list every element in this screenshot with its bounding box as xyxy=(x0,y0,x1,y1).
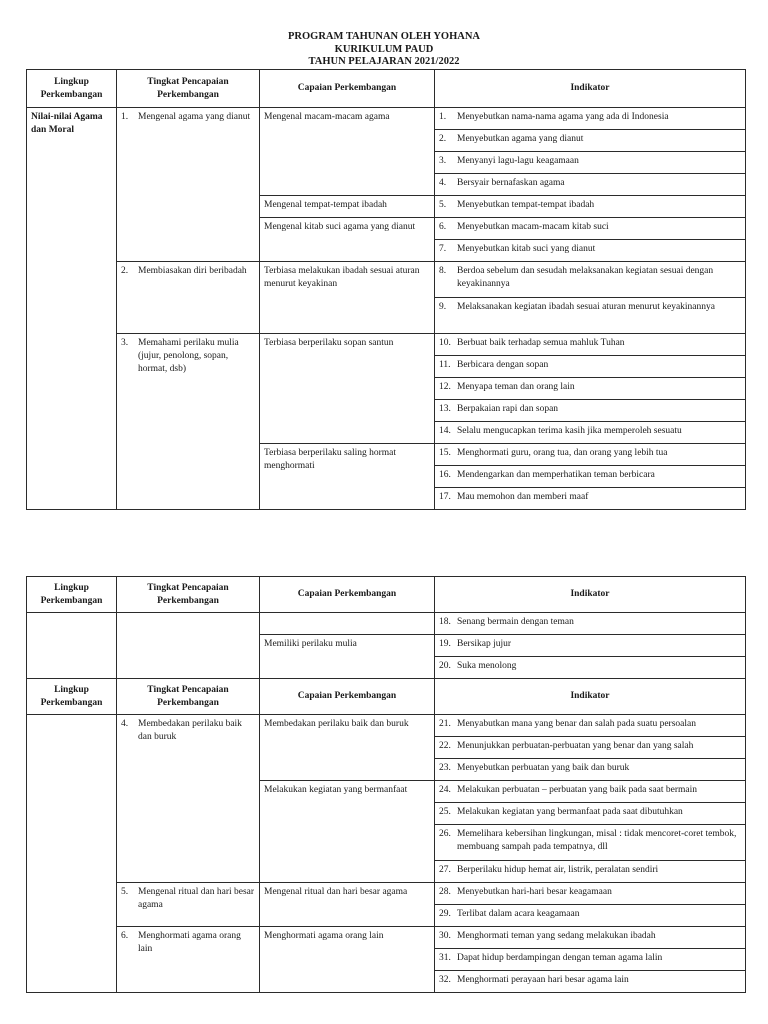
document-title xyxy=(0,31,768,69)
indikator-number: 4. xyxy=(439,178,447,188)
indikator-text: Dapat hidup berdampingan dengan teman agama lalin xyxy=(457,953,663,963)
indikator-number: 15. xyxy=(439,448,451,458)
indikator-cell xyxy=(435,905,746,927)
indikator-text: Menyebutkan tempat-tempat ibadah xyxy=(457,200,595,210)
indikator-text: Melakukan perbuatan – perbuatan yang baik pada saat bermain xyxy=(457,785,698,795)
tingkat-text: Menghormati agama orang lain xyxy=(138,931,241,954)
indikator-number: 14. xyxy=(439,426,451,436)
indikator-number: 18. xyxy=(439,617,451,627)
header-tingkat: Tingkat Pencapaian Perkembangan xyxy=(117,679,260,715)
indikator-text: Menyebutkan perbuatan yang baik dan buruk xyxy=(457,763,630,773)
tingkat-cell xyxy=(117,927,260,993)
indikator-text: Mendengarkan dan memperhatikan teman berbicara xyxy=(457,470,655,480)
capaian-cell: Terbiasa melakukan ibadah sesuai aturan menurut keyakinan xyxy=(260,262,435,334)
indikator-text: Menyebutkan kitab suci yang dianut xyxy=(457,244,596,254)
header-lingkup: Lingkup Perkembangan xyxy=(27,70,117,108)
indikator-text: Menyapa teman dan orang lain xyxy=(457,382,575,392)
indikator-text: Mau memohon dan memberi maaf xyxy=(457,492,589,502)
program-table-2 xyxy=(26,576,746,993)
indikator-cell xyxy=(435,488,746,510)
indikator-cell xyxy=(435,130,746,152)
indikator-number: 23. xyxy=(439,763,451,773)
header-row xyxy=(27,70,746,108)
indikator-text: Selalu mengucapkan terima kasih jika memperoleh sesuatu xyxy=(457,426,682,436)
header-tingkat: Tingkat Pencapaian Perkembangan xyxy=(117,70,260,108)
indikator-cell xyxy=(435,422,746,444)
indikator-cell xyxy=(435,174,746,196)
indikator-cell xyxy=(435,613,746,635)
indikator-text: Menyebutkan hari-hari besar keagamaan xyxy=(457,887,612,897)
indikator-number: 5. xyxy=(439,200,447,210)
tingkat-text: Mengenal agama yang dianut xyxy=(138,112,251,122)
tingkat-number: 2. xyxy=(121,266,129,276)
tingkat-number: 3. xyxy=(121,338,129,348)
capaian-cell: Mengenal tempat-tempat ibadah xyxy=(260,196,435,218)
indikator-cell xyxy=(435,803,746,825)
tingkat-text: Memahami perilaku mulia (jujur, penolong, sopan, hormat, dsb) xyxy=(138,338,239,374)
indikator-text: Menyebutkan macam-macam kitab suci xyxy=(457,222,609,232)
capaian-cell: Terbiasa berperilaku sopan santun xyxy=(260,334,435,444)
indikator-text: Berpakaian rapi dan sopan xyxy=(457,404,559,414)
header-row xyxy=(27,577,746,613)
indikator-text: Menunjukkan perbuatan-perbuatan yang benar dan yang salah xyxy=(457,741,694,751)
indikator-number: 29. xyxy=(439,909,451,919)
header-row xyxy=(27,679,746,715)
indikator-text: Suka menolong xyxy=(457,661,517,671)
indikator-cell xyxy=(435,196,746,218)
table-row xyxy=(27,927,746,949)
indikator-text: Berbicara dengan sopan xyxy=(457,360,549,370)
indikator-number: 25. xyxy=(439,807,451,817)
capaian-cell: Terbiasa berperilaku saling hormat menghormati xyxy=(260,444,435,510)
title-line-1: PROGRAM TAHUNAN OLEH YOHANA xyxy=(287,31,480,42)
indikator-text: Berbuat baik terhadap semua mahluk Tuhan xyxy=(457,338,625,348)
indikator-text: Bersikap jujur xyxy=(457,639,512,649)
tingkat-cell xyxy=(117,334,260,510)
indikator-cell xyxy=(435,240,746,262)
indikator-text: Berperilaku hidup hemat air, listrik, peralatan sendiri xyxy=(457,865,659,875)
indikator-cell xyxy=(435,657,746,679)
indikator-text: Melakukan kegiatan yang bermanfaat pada saat dibutuhkan xyxy=(457,807,683,817)
indikator-number: 30. xyxy=(439,931,451,941)
indikator-cell xyxy=(435,971,746,993)
indikator-number: 32. xyxy=(439,975,451,985)
table-row xyxy=(27,613,746,635)
tingkat-number: 4. xyxy=(121,719,129,729)
header-indikator: Indikator xyxy=(435,679,746,715)
indikator-number: 10. xyxy=(439,338,451,348)
header-capaian: Capaian Perkembangan xyxy=(260,577,435,613)
indikator-number: 31. xyxy=(439,953,451,963)
tingkat-text: Membiasakan diri beribadah xyxy=(138,266,247,276)
indikator-cell xyxy=(435,400,746,422)
indikator-cell xyxy=(435,378,746,400)
indikator-cell xyxy=(435,861,746,883)
indikator-number: 6. xyxy=(439,222,447,232)
indikator-number: 26. xyxy=(439,829,451,839)
indikator-text: Menyabutkan mana yang benar dan salah pada suatu persoalan xyxy=(457,719,696,729)
indikator-text: Senang bermain dengan teman xyxy=(457,617,574,627)
indikator-text: Menghormati teman yang sedang melakukan ibadah xyxy=(457,931,656,941)
indikator-cell xyxy=(435,949,746,971)
indikator-cell xyxy=(435,737,746,759)
tingkat-text: Membedakan perilaku baik dan buruk xyxy=(138,719,242,742)
capaian-cell-empty xyxy=(260,613,435,635)
tingkat-cell xyxy=(117,108,260,262)
header-capaian: Capaian Perkembangan xyxy=(260,679,435,715)
tingkat-text: Mengenal ritual dan hari besar agama xyxy=(138,887,255,910)
tingkat-cell xyxy=(117,262,260,334)
indikator-cell xyxy=(435,781,746,803)
indikator-cell xyxy=(435,883,746,905)
indikator-cell xyxy=(435,759,746,781)
indikator-number: 27. xyxy=(439,865,451,875)
indikator-number: 7. xyxy=(439,244,447,254)
indikator-cell xyxy=(435,466,746,488)
tingkat-cell xyxy=(117,715,260,883)
capaian-cell: Mengenal macam-macam agama xyxy=(260,108,435,196)
indikator-cell xyxy=(435,444,746,466)
indikator-cell xyxy=(435,218,746,240)
indikator-number: 22. xyxy=(439,741,451,751)
header-indikator: Indikator xyxy=(435,70,746,108)
indikator-text: Menyebutkan nama-nama agama yang ada di Indonesia xyxy=(457,112,669,122)
table-row xyxy=(27,715,746,737)
indikator-cell xyxy=(435,298,746,334)
lingkup-cell: Nilai-nilai Agama dan Moral xyxy=(27,108,117,510)
indikator-number: 16. xyxy=(439,470,451,480)
indikator-cell xyxy=(435,334,746,356)
header-lingkup: Lingkup Perkembangan xyxy=(27,577,117,613)
capaian-cell: Membedakan perilaku baik dan buruk xyxy=(260,715,435,781)
header-capaian: Capaian Perkembangan xyxy=(260,70,435,108)
indikator-cell xyxy=(435,825,746,861)
title-line-3: TAHUN PELAJARAN 2021/2022 xyxy=(308,56,460,67)
indikator-text: Menghormati perayaan hari besar agama lain xyxy=(457,975,629,985)
indikator-text: Menghormati guru, orang tua, dan orang yang lebih tua xyxy=(457,448,668,458)
table-row xyxy=(27,883,746,905)
header-lingkup: Lingkup Perkembangan xyxy=(27,679,117,715)
tingkat-cell xyxy=(117,883,260,927)
indikator-text: Berdoa sebelum dan sesudah melaksanakan kegiatan sesuai dengan keyakinannya xyxy=(457,266,714,289)
indikator-number: 21. xyxy=(439,719,451,729)
indikator-cell xyxy=(435,715,746,737)
table-row xyxy=(27,108,746,130)
indikator-number: 19. xyxy=(439,639,451,649)
capaian-cell: Mengenal ritual dan hari besar agama xyxy=(260,883,435,927)
header-tingkat: Tingkat Pencapaian Perkembangan xyxy=(117,577,260,613)
indikator-text: Terlibat dalam acara keagamaan xyxy=(457,909,580,919)
lingkup-cell-empty xyxy=(27,715,117,993)
tingkat-number: 1. xyxy=(121,112,129,122)
lingkup-cell-empty xyxy=(27,613,117,679)
indikator-text: Menyanyi lagu-lagu keagamaan xyxy=(457,156,579,166)
title-line-2: KURIKULUM PAUD xyxy=(334,43,434,55)
indikator-text: Bersyair bernafaskan agama xyxy=(457,178,565,188)
tingkat-cell-empty xyxy=(117,613,260,679)
indikator-cell xyxy=(435,635,746,657)
indikator-number: 3. xyxy=(439,156,447,166)
indikator-number: 28. xyxy=(439,887,451,897)
indikator-number: 11. xyxy=(439,360,451,370)
indikator-number: 13. xyxy=(439,404,451,414)
capaian-cell: Memiliki perilaku mulia xyxy=(260,635,435,679)
capaian-cell: Melakukan kegiatan yang bermanfaat xyxy=(260,781,435,883)
tingkat-number: 5. xyxy=(121,887,129,897)
indikator-cell xyxy=(435,927,746,949)
indikator-number: 1. xyxy=(439,112,447,122)
indikator-cell xyxy=(435,356,746,378)
header-indikator: Indikator xyxy=(435,577,746,613)
table-row xyxy=(27,334,746,356)
tingkat-number: 6. xyxy=(121,931,129,941)
indikator-number: 12. xyxy=(439,382,451,392)
program-table-1 xyxy=(26,69,746,510)
indikator-number: 24. xyxy=(439,785,451,795)
indikator-text: Memelihara kebersihan lingkungan, misal : tidak mencoret-coret tembok, membuang sampah pada tempatnya, dll xyxy=(457,829,737,852)
indikator-cell xyxy=(435,152,746,174)
indikator-number: 9. xyxy=(439,302,447,312)
capaian-cell: Menghormati agama orang lain xyxy=(260,927,435,993)
indikator-text: Melaksanakan kegiatan ibadah sesuai aturan menurut keyakinannya xyxy=(457,302,715,312)
indikator-number: 17. xyxy=(439,492,451,502)
indikator-cell xyxy=(435,108,746,130)
capaian-cell: Mengenal kitab suci agama yang dianut xyxy=(260,218,435,262)
table-row xyxy=(27,262,746,298)
indikator-number: 20. xyxy=(439,661,451,671)
indikator-text: Menyebutkan agama yang dianut xyxy=(457,134,584,144)
indikator-number: 2. xyxy=(439,134,447,144)
indikator-cell xyxy=(435,262,746,298)
indikator-number: 8. xyxy=(439,266,447,276)
